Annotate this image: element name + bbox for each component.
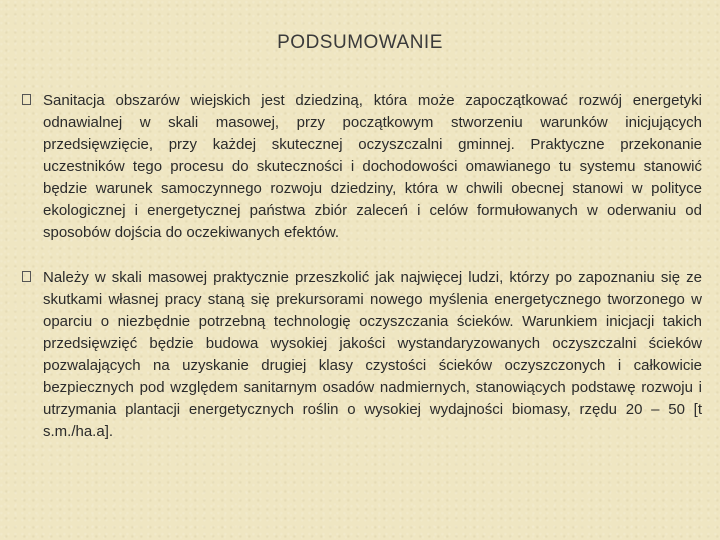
bullet-text: Należy w skali masowej praktycznie przeszkolić jak najwięcej ludzi, którzy po zapoznaniu się ze skutkami własnej pracy staną się prekursorami nowego myślenia energetycznego tworzonego w oparciu o niezbędnie potrzebną technologię oczyszczania ścieków. Warunkiem inicjacji takich przedsięwzięć będzie budowa wysokiej jakości wystandaryzowanych oczyszczalni ścieków pozwalających na uzyskanie drugiej klasy czystości ścieków oczyszczonych i całkowicie bezpiecznych pod względem sanitarnym osadów nadmiernych, stanowiących podstawę rozwoju i utrzymania plantacji energetycznych roślin o wysokiej wydajności biomasy, rzędu 20 – 50 [t s.m./ha.a].: [43, 269, 702, 440]
square-bullet-icon: [22, 271, 31, 282]
bullet-text: Sanitacja obszarów wiejskich jest dziedziną, która może zapoczątkować rozwój energetyki odnawialnej w skali masowej, przy początkowym stworzeniu warunków inicjujących przedsięwzięcie, przy każdej skutecznej oczyszczalni gminnej. Praktyczne przekonanie uczestników tego procesu do skuteczności i dochodowości omawianego tu systemu stanowić będzie warunek samoczynnego rozwoju dziedziny, która w chwili obecnej stanowi w polityce ekologicznej i energetycznej państwa zbiór zaleceń i celów formułowanych w oderwaniu od sposobów dojścia do oczekiwanych efektów.: [43, 92, 702, 241]
bullet-item: [22, 90, 702, 244]
bullet-item: [22, 267, 702, 443]
square-bullet-icon: [22, 94, 31, 105]
bullet-list: [22, 90, 702, 466]
slide-title: PODSUMOWANIE: [277, 32, 443, 53]
